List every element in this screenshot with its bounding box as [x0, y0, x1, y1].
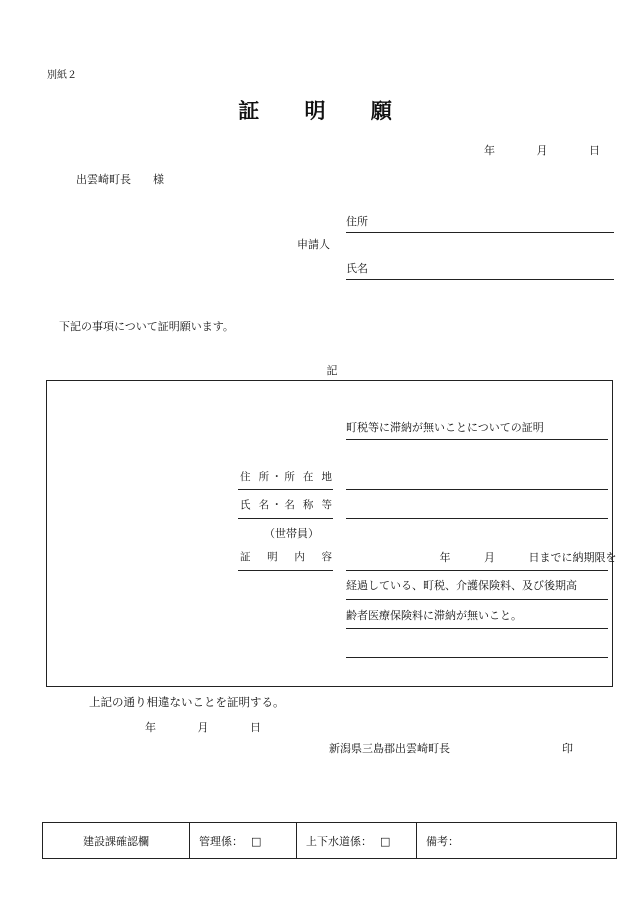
- title-char: 願: [370, 98, 392, 123]
- content-line-3-rule: [346, 628, 608, 629]
- application-date: [446, 142, 600, 158]
- water-cell: [297, 823, 417, 859]
- certificate-title: 町税等に滞納が無いことについての証明: [346, 421, 544, 434]
- content-line-3: 齢者医療保険料に滞納が無いこと。: [346, 609, 522, 622]
- admin-checkbox[interactable]: □: [251, 834, 262, 848]
- confirm-label: 建設課確認欄: [83, 834, 149, 848]
- document-title: [0, 95, 630, 125]
- request-text: 下記の事項について証明願います。: [59, 320, 234, 333]
- applicant-name-label: 氏名: [346, 262, 368, 275]
- seal-mark: 印: [562, 742, 573, 755]
- date-month-unit: 月: [536, 144, 548, 157]
- certificate-address-field[interactable]: [346, 489, 608, 490]
- record-label: 記: [326, 364, 338, 377]
- title-char: 明: [304, 98, 326, 123]
- address-label-underline: [238, 489, 333, 490]
- applicant-label: 申請人: [297, 238, 330, 251]
- water-label: 上下水道係：: [306, 834, 372, 848]
- declaration-text: 上記の通り相違ないことを証明する。: [89, 695, 285, 709]
- applicant-address-label: 住所: [346, 215, 368, 228]
- content-line-1-rule: [346, 570, 608, 571]
- admin-label: 管理係：: [199, 834, 243, 848]
- issue-date: [145, 719, 299, 735]
- admin-cell: [190, 823, 297, 859]
- content-line-1: [346, 549, 617, 565]
- content-line-2-rule: [346, 599, 608, 600]
- annex-label: 別紙２: [47, 70, 77, 81]
- addressee-name: 出雲崎町長: [76, 173, 131, 186]
- content-line-1-end: 日までに納期限を: [528, 551, 617, 564]
- content-line-4-rule: [346, 657, 608, 658]
- confirm-cell: [43, 823, 190, 859]
- household-label: （世帯員）: [264, 527, 319, 540]
- title-char: 証: [238, 98, 260, 123]
- address-row-label: 住 所・所 在 地: [240, 471, 332, 483]
- content-row-label: 証 明 内 容: [240, 551, 332, 563]
- date-day-unit: 日: [589, 144, 600, 157]
- name-row-label: 氏 名・名 称 等: [240, 499, 332, 511]
- content-year-unit: 年: [439, 551, 451, 564]
- date-year-unit: 年: [484, 144, 495, 157]
- content-label-underline: [238, 570, 333, 571]
- applicant-name-field[interactable]: [346, 279, 614, 280]
- content-month-unit: 月: [484, 551, 495, 564]
- applicant-address-field[interactable]: [346, 232, 614, 233]
- issue-month-unit: 月: [197, 721, 209, 734]
- remarks-cell[interactable]: [417, 823, 617, 859]
- addressee-honorific: 様: [153, 173, 164, 186]
- water-checkbox[interactable]: □: [380, 834, 391, 848]
- addressee: [76, 171, 164, 187]
- issuer-name: 新潟県三島郡出雲崎町長: [329, 742, 450, 755]
- remarks-label: 備考：: [426, 834, 459, 848]
- certificate-name-field[interactable]: [346, 518, 608, 519]
- name-label-underline: [238, 518, 333, 519]
- issue-year-unit: 年: [145, 721, 156, 734]
- confirmation-table: [42, 822, 617, 859]
- issue-day-unit: 日: [250, 721, 261, 734]
- certificate-title-underline: [346, 439, 608, 440]
- content-line-2: 経過している、町税、介護保険料、及び後期高: [346, 579, 577, 592]
